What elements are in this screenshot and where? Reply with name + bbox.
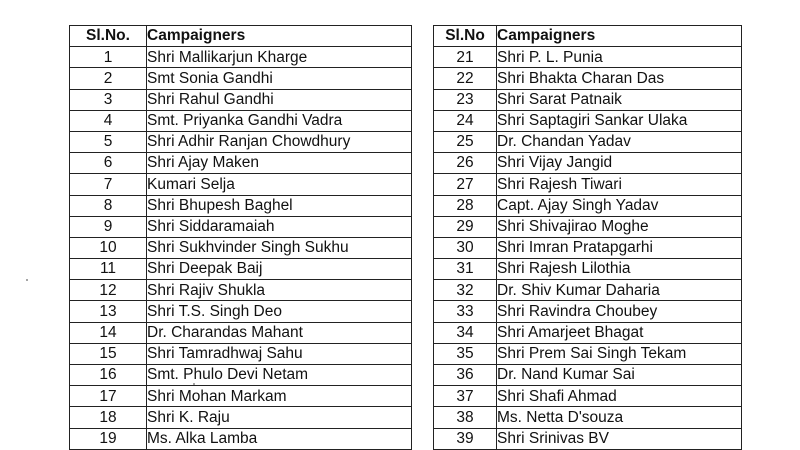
table-row — [70, 195, 412, 216]
sl-no-cell: 22 — [434, 68, 497, 89]
sl-no-cell: 13 — [70, 301, 147, 322]
sl-no-cell: 2 — [70, 68, 147, 89]
sl-no-cell: 30 — [434, 237, 497, 258]
table-header-row — [70, 26, 412, 47]
sl-no-cell: 38 — [434, 407, 497, 428]
table-row — [434, 322, 742, 343]
scan-speck — [26, 279, 28, 281]
sl-no-cell: 14 — [70, 322, 147, 343]
campaigner-name-cell: Shri Sarat Patnaik — [497, 89, 742, 110]
campaigner-name-cell: Shri Mohan Markam — [147, 386, 412, 407]
table-row — [434, 131, 742, 152]
sl-no-cell: 9 — [70, 216, 147, 237]
table-row — [434, 301, 742, 322]
table-row — [434, 365, 742, 386]
sl-no-cell: 12 — [70, 280, 147, 301]
table-row — [434, 343, 742, 364]
sl-no-cell: 37 — [434, 386, 497, 407]
sl-no-cell: 34 — [434, 322, 497, 343]
sl-no-cell: 31 — [434, 259, 497, 280]
campaigner-name-cell: Shri P. L. Punia — [497, 47, 742, 68]
table-row — [70, 386, 412, 407]
sl-no-cell: 6 — [70, 153, 147, 174]
table-row — [434, 89, 742, 110]
table-row — [434, 280, 742, 301]
campaigner-name-cell: Smt Sonia Gandhi — [147, 68, 412, 89]
table-row — [434, 386, 742, 407]
campaigner-name-cell: Kumari Selja — [147, 174, 412, 195]
table-row — [434, 195, 742, 216]
campaigner-name-cell: Smt. Priyanka Gandhi Vadra — [147, 110, 412, 131]
table-row — [70, 216, 412, 237]
table-row — [434, 47, 742, 68]
campaigner-name-cell: Shri Bhakta Charan Das — [497, 68, 742, 89]
campaigner-name-cell: Shri Deepak Baij — [147, 259, 412, 280]
table-row — [70, 131, 412, 152]
sl-no-cell: 10 — [70, 237, 147, 258]
table-row — [70, 89, 412, 110]
sl-no-cell: 17 — [70, 386, 147, 407]
sl-no-cell: 1 — [70, 47, 147, 68]
campaigner-name-cell: Shri Bhupesh Baghel — [147, 195, 412, 216]
table-row — [70, 343, 412, 364]
campaigner-name-cell: Shri Rajiv Shukla — [147, 280, 412, 301]
sl-no-cell: 8 — [70, 195, 147, 216]
sl-no-cell: 27 — [434, 174, 497, 195]
table-row — [70, 68, 412, 89]
sl-no-cell: 29 — [434, 216, 497, 237]
campaigner-name-cell: Shri Siddaramaiah — [147, 216, 412, 237]
campaigner-name-cell: Shri Ajay Maken — [147, 153, 412, 174]
sl-no-cell: 25 — [434, 131, 497, 152]
campaigner-name-cell: Shri Mallikarjun Kharge — [147, 47, 412, 68]
sl-no-cell: 19 — [70, 428, 147, 449]
campaigner-name-cell: Shri Adhir Ranjan Chowdhury — [147, 131, 412, 152]
table-row — [434, 237, 742, 258]
campaigner-name-cell: Ms. Netta D'souza — [497, 407, 742, 428]
campaigner-name-cell: Shri Prem Sai Singh Tekam — [497, 343, 742, 364]
sl-no-cell: 36 — [434, 365, 497, 386]
sl-no-cell: 5 — [70, 131, 147, 152]
campaigners-table-right — [433, 25, 742, 450]
table-row — [70, 407, 412, 428]
header-sl-no: Sl.No — [434, 26, 497, 47]
table-row — [70, 174, 412, 195]
table-row — [434, 68, 742, 89]
sl-no-cell: 24 — [434, 110, 497, 131]
campaigner-name-cell: Dr. Chandan Yadav — [497, 131, 742, 152]
sl-no-cell: 32 — [434, 280, 497, 301]
campaigner-name-cell: Shri Rajesh Tiwari — [497, 174, 742, 195]
sl-no-cell: 35 — [434, 343, 497, 364]
table-row — [434, 153, 742, 174]
table-row — [70, 110, 412, 131]
campaigner-name-cell: Capt. Ajay Singh Yadav — [497, 195, 742, 216]
table-row — [434, 174, 742, 195]
campaigner-name-cell: Shri Tamradhwaj Sahu — [147, 343, 412, 364]
sl-no-cell: 26 — [434, 153, 497, 174]
table-row — [70, 259, 412, 280]
sl-no-cell: 39 — [434, 428, 497, 449]
campaigner-name-cell: Shri Rajesh Lilothia — [497, 259, 742, 280]
campaigner-name-cell: Shri Saptagiri Sankar Ulaka — [497, 110, 742, 131]
sl-no-cell: 7 — [70, 174, 147, 195]
table-header-row — [434, 26, 742, 47]
header-sl-no: Sl.No. — [70, 26, 147, 47]
table-row — [434, 428, 742, 449]
header-campaigners: Campaigners — [147, 26, 412, 47]
sl-no-cell: 23 — [434, 89, 497, 110]
campaigner-name-cell: Shri Shivajirao Moghe — [497, 216, 742, 237]
campaigner-name-cell: Dr. Charandas Mahant — [147, 322, 412, 343]
table-row — [70, 280, 412, 301]
campaigner-name-cell: Shri Imran Pratapgarhi — [497, 237, 742, 258]
sl-no-cell: 28 — [434, 195, 497, 216]
table-row — [70, 153, 412, 174]
sl-no-cell: 11 — [70, 259, 147, 280]
table-row — [434, 110, 742, 131]
campaigner-name-cell: Shri Amarjeet Bhagat — [497, 322, 742, 343]
campaigner-name-cell: Shri Vijay Jangid — [497, 153, 742, 174]
sl-no-cell: 33 — [434, 301, 497, 322]
sl-no-cell: 4 — [70, 110, 147, 131]
sl-no-cell: 18 — [70, 407, 147, 428]
table-row — [434, 259, 742, 280]
campaigner-name-cell: Shri Rahul Gandhi — [147, 89, 412, 110]
table-body-left — [70, 47, 412, 450]
table-row — [70, 365, 412, 386]
campaigner-name-cell: Dr. Shiv Kumar Daharia — [497, 280, 742, 301]
campaigner-name-cell: Shri T.S. Singh Deo — [147, 301, 412, 322]
table-row — [70, 237, 412, 258]
campaigner-name-cell: Shri Sukhvinder Singh Sukhu — [147, 237, 412, 258]
sl-no-cell: 15 — [70, 343, 147, 364]
table-body-right — [434, 47, 742, 450]
sl-no-cell: 3 — [70, 89, 147, 110]
campaigner-name-cell: Shri Srinivas BV — [497, 428, 742, 449]
scan-speck — [193, 383, 195, 385]
campaigner-name-cell: Shri Ravindra Choubey — [497, 301, 742, 322]
table-row — [70, 322, 412, 343]
campaigner-name-cell: Smt. Phulo Devi Netam — [147, 365, 412, 386]
table-row — [434, 407, 742, 428]
header-campaigners: Campaigners — [497, 26, 742, 47]
sl-no-cell: 16 — [70, 365, 147, 386]
campaigner-name-cell: Shri Shafi Ahmad — [497, 386, 742, 407]
campaigner-name-cell: Shri K. Raju — [147, 407, 412, 428]
table-row — [434, 216, 742, 237]
table-row — [70, 428, 412, 449]
table-row — [70, 47, 412, 68]
table-row — [70, 301, 412, 322]
campaigners-table-left — [69, 25, 412, 450]
campaigner-name-cell: Dr. Nand Kumar Sai — [497, 365, 742, 386]
campaigner-name-cell: Ms. Alka Lamba — [147, 428, 412, 449]
sl-no-cell: 21 — [434, 47, 497, 68]
